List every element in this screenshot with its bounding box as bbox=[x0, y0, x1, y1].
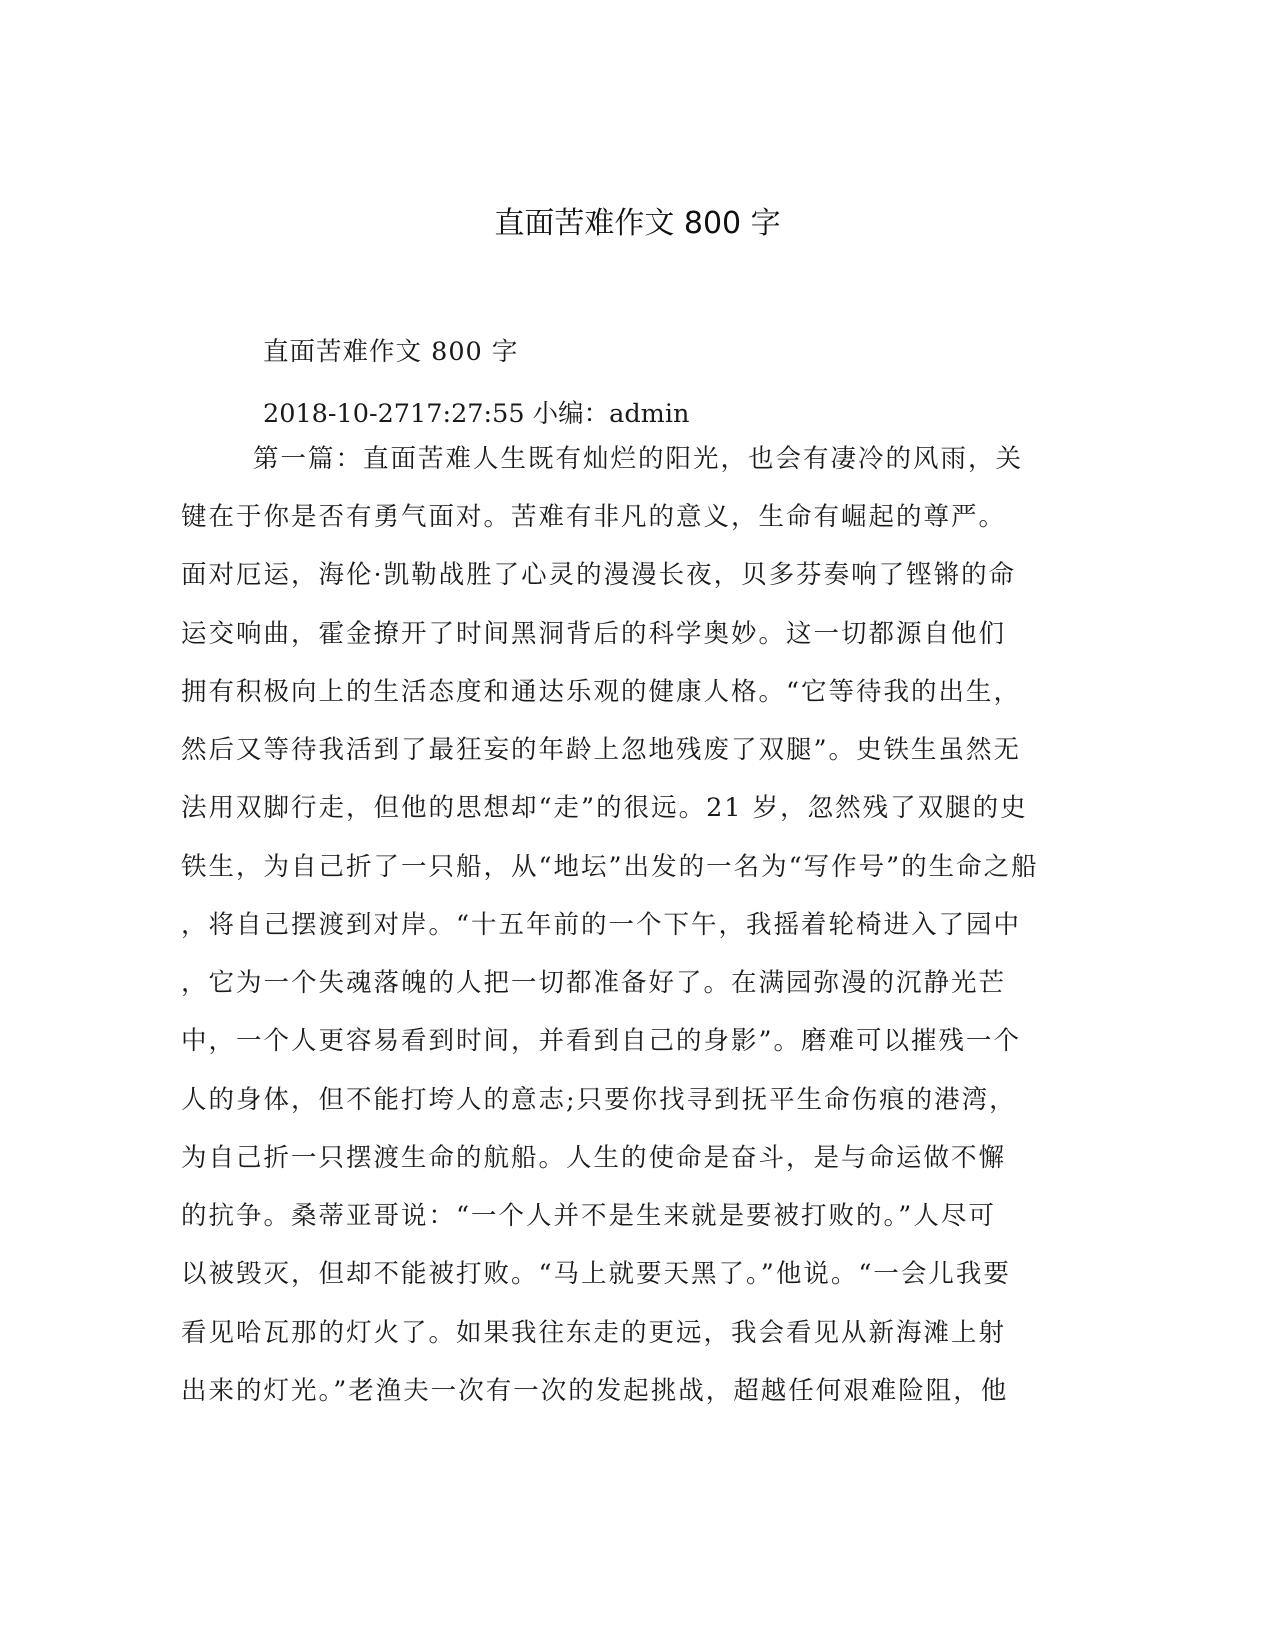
body-line: 出来的灯光。”老渔夫一次有一次的发起挑战，超越任何艰难险阻，他 bbox=[181, 1376, 1009, 1406]
body-line: 铁生，为自己折了一只船，从“地坛”出发的一名为“写作号”的生命之船 bbox=[181, 852, 1039, 882]
document-meta: 2018-10-2717:27:55 小编：admin bbox=[263, 399, 690, 429]
body-line: 法用双脚行走，但他的思想却“走”的很远。21 岁，忽然残了双腿的史 bbox=[181, 793, 1028, 823]
body-line: 第一篇：直面苦难人生既有灿烂的阳光，也会有凄冷的风雨，关 bbox=[253, 444, 1024, 474]
body-line: ，将自己摆渡到对岸。“十五年前的一个下午，我摇着轮椅进入了园中 bbox=[181, 910, 1022, 940]
body-line: 中，一个人更容易看到时间，并看到自己的身影”。磨难可以摧残一个 bbox=[181, 1026, 1022, 1056]
document-title: 直面苦难作文 800 字 bbox=[494, 206, 781, 241]
body-line: 以被毁灭，但却不能被打败。“马上就要天黑了。”他说。“一会儿我要 bbox=[181, 1259, 1011, 1289]
body-line: 的抗争。桑蒂亚哥说：“一个人并不是生来就是要被打败的。”人尽可 bbox=[181, 1201, 996, 1231]
document-subtitle: 直面苦难作文 800 字 bbox=[263, 337, 519, 367]
body-line: 人的身体，但不能打垮人的意志;只要你找寻到抚平生命伤痕的港湾， bbox=[181, 1085, 1017, 1115]
body-line: ，它为一个失魂落魄的人把一切都准备好了。在满园弥漫的沉静光芒 bbox=[181, 968, 1007, 998]
body-line: 为自己折一只摆渡生命的航船。人生的使命是奋斗，是与命运做不懈 bbox=[181, 1143, 1007, 1173]
body-line: 面对厄运，海伦·凯勒战胜了心灵的漫漫长夜，贝多芬奏响了铿锵的命 bbox=[181, 560, 1017, 590]
body-line: 运交响曲，霍金撩开了时间黑洞背后的科学奥妙。这一切都源自他们 bbox=[181, 619, 1007, 649]
body-line: 拥有积极向上的生活态度和通达乐观的健康人格。“它等待我的出生， bbox=[181, 677, 1022, 707]
body-line: 键在于你是否有勇气面对。苦难有非凡的意义，生命有崛起的尊严。 bbox=[181, 502, 1007, 532]
body-line: 看见哈瓦那的灯火了。如果我往东走的更远，我会看见从新海滩上射 bbox=[181, 1318, 1007, 1348]
body-line: 然后又等待我活到了最狂妄的年龄上忽地残废了双腿”。史铁生虽然无 bbox=[181, 735, 1022, 765]
